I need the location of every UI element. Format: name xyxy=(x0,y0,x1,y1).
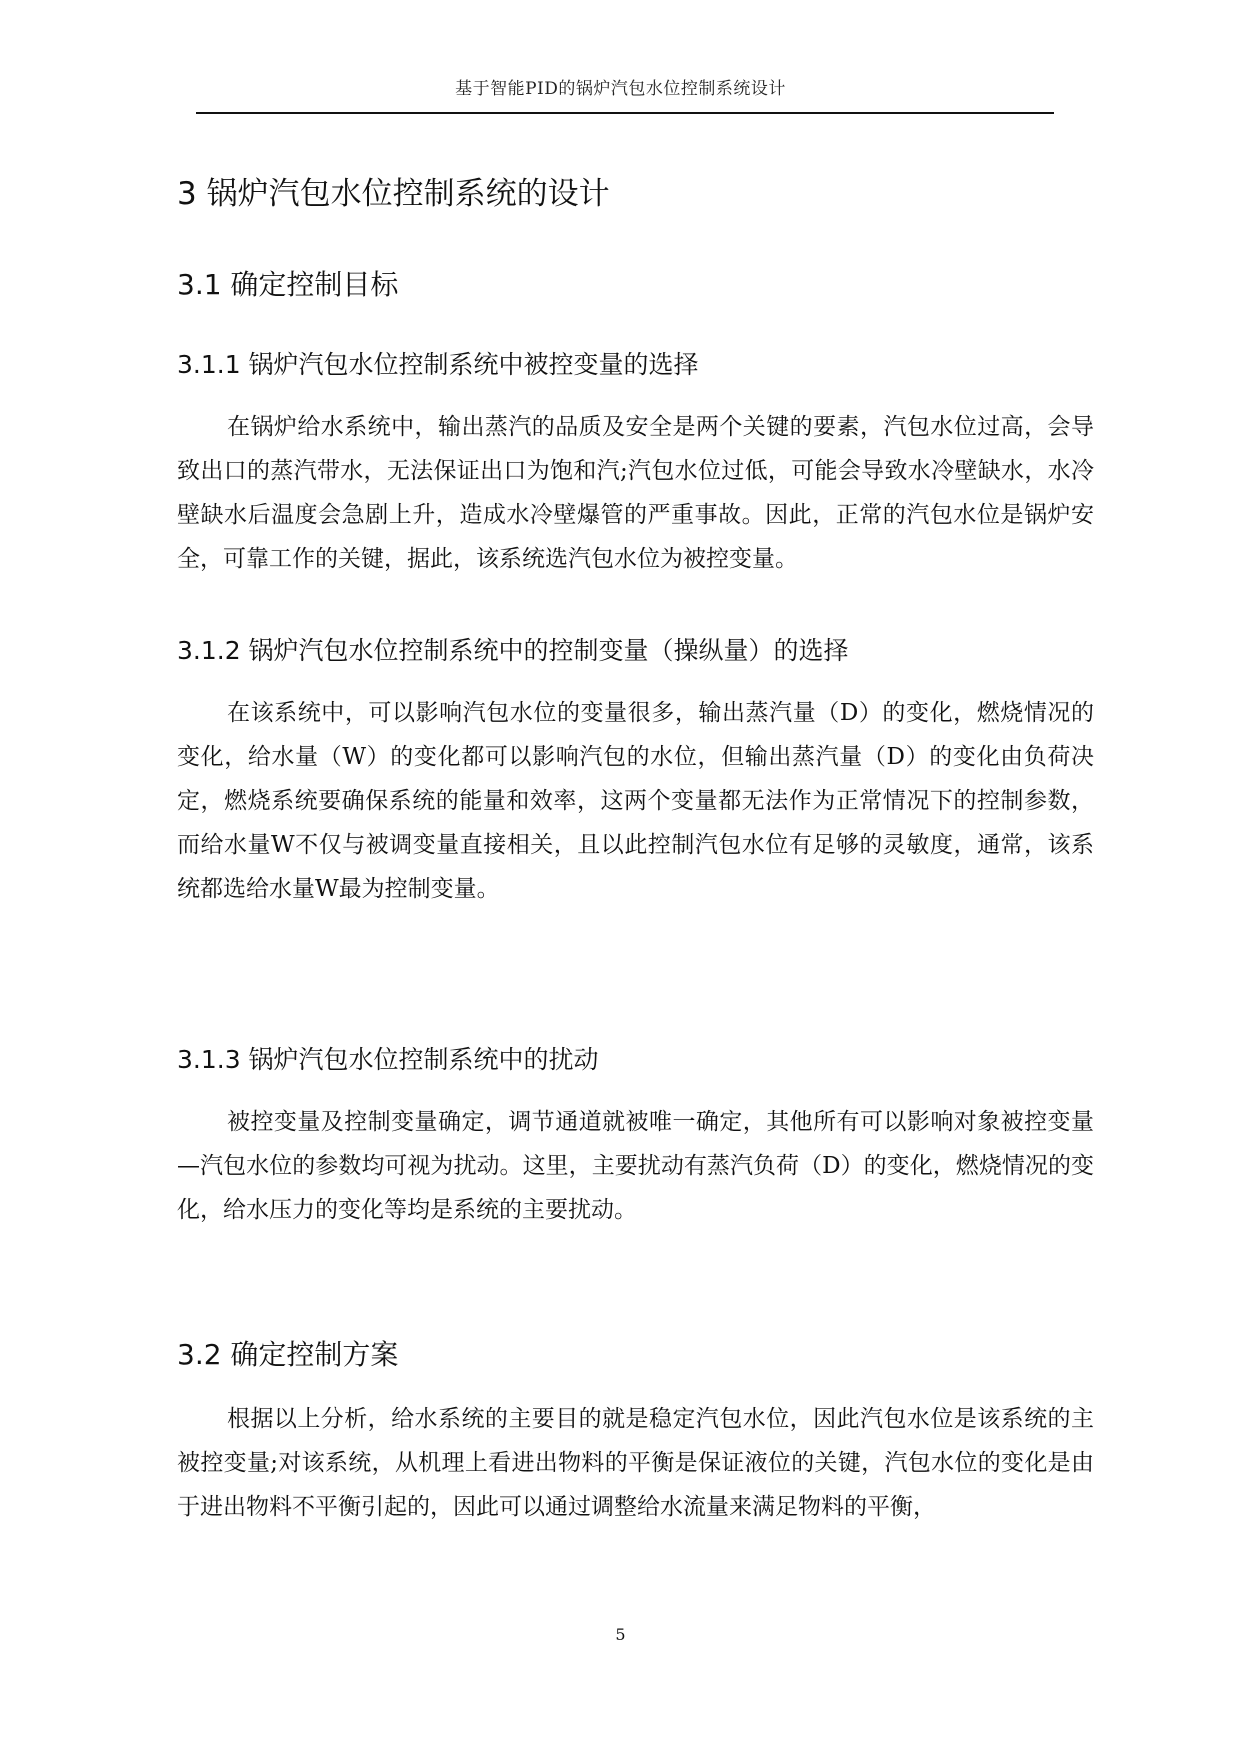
subsection-heading-3-1-1: 3.1.1 锅炉汽包水位控制系统中被控变量的选择 xyxy=(177,350,699,379)
section-heading-3-2: 3.2 确定控制方案 xyxy=(177,1338,399,1371)
header-divider xyxy=(196,112,1054,114)
page-number: 5 xyxy=(615,1625,626,1644)
subsection-heading-3-1-3: 3.1.3 锅炉汽包水位控制系统中的扰动 xyxy=(177,1045,599,1074)
chapter-heading: 3 锅炉汽包水位控制系统的设计 xyxy=(177,176,610,212)
section-heading-3-1: 3.1 确定控制目标 xyxy=(177,268,399,301)
paragraph-3-1-2: 在该系统中，可以影响汽包水位的变量很多，输出蒸汽量（D）的变化，燃烧情况的变化，给水量（W）的变化都可以影响汽包的水位，但输出蒸汽量（D）的变化由负荷决定，燃烧系统要确保系统的能量和效率，这两个变量都无法作为正常情况下的控制参数，而给水量W不仅与被调变量直接相关，且以此控制汽包水位有足够的灵敏度，通常，该系统都选给水量W最为控制变量。 xyxy=(177,700,1094,902)
subsection-heading-3-1-2: 3.1.2 锅炉汽包水位控制系统中的控制变量（操纵量）的选择 xyxy=(177,636,849,665)
running-header: 基于智能PID的锅炉汽包水位控制系统设计 xyxy=(455,79,786,99)
paragraph-3-2: 根据以上分析，给水系统的主要目的就是稳定汽包水位，因此汽包水位是该系统的主被控变量;对该系统，从机理上看进出物料的平衡是保证液位的关键，汽包水位的变化是由于进出物料不平衡引起的，因此可以通过调整给水流量来满足物料的平衡， xyxy=(177,1406,1094,1520)
paragraph-3-1-3: 被控变量及控制变量确定，调节通道就被唯一确定，其他所有可以影响对象被控变量—汽包水位的参数均可视为扰动。这里，主要扰动有蒸汽负荷（D）的变化，燃烧情况的变化，给水压力的变化等均是系统的主要扰动。 xyxy=(177,1109,1094,1223)
paragraph-3-1-1: 在锅炉给水系统中，输出蒸汽的品质及安全是两个关键的要素，汽包水位过高，会导致出口的蒸汽带水，无法保证出口为饱和汽;汽包水位过低，可能会导致水冷壁缺水，水冷壁缺水后温度会急剧上升，造成水冷壁爆管的严重事故。因此，正常的汽包水位是锅炉安全，可靠工作的关键，据此，该系统选汽包水位为被控变量。 xyxy=(177,414,1094,572)
